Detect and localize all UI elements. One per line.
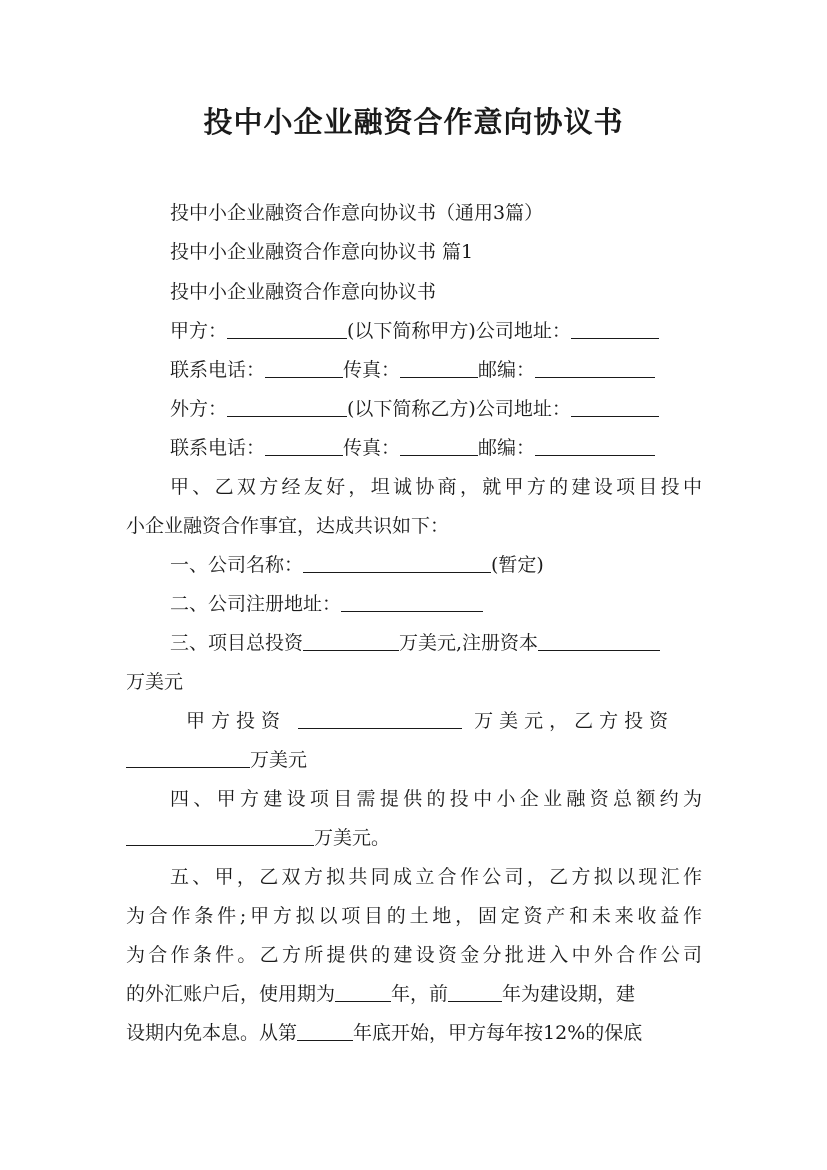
blank-field — [335, 983, 391, 1002]
subtitle-line: 投中小企业融资合作意向协议书（通用3篇） — [170, 202, 544, 224]
clause-text: 万美元 — [250, 749, 308, 771]
blank-field — [298, 710, 462, 729]
clause-cooperation-line — [126, 1020, 702, 1046]
party-a-investment-label: 甲方投资 — [186, 710, 287, 732]
postcode-label: 邮编： — [478, 437, 536, 459]
blank-field — [126, 749, 250, 768]
fax-label: 传真： — [343, 359, 401, 381]
clause-text: 年，前 — [391, 983, 449, 1005]
party-a-label: 甲方： — [170, 320, 228, 342]
clause-continuation — [126, 825, 702, 851]
blank-field — [571, 398, 659, 417]
blank-field — [265, 359, 343, 378]
clause-text: 年为建设期，建 — [502, 983, 636, 1005]
phone-label: 联系电话： — [170, 437, 266, 459]
section-heading: 投中小企业融资合作意向协议书 篇1 — [170, 241, 474, 263]
clause-label: 一、公司名称： — [170, 554, 304, 576]
clause-text: 的外汇账户后，使用期为 — [126, 983, 336, 1005]
clause-text: 年底开始，甲方每年按12%的保底 — [353, 1022, 643, 1044]
intro-paragraph-line: 小企业融资合作事宜，达成共识如下： — [126, 515, 450, 537]
party-a-address-label: (以下简称甲方)公司地址： — [347, 320, 571, 342]
party-b-contact-line — [126, 435, 702, 461]
clause-cooperation-line — [126, 981, 702, 1007]
blank-field — [303, 632, 399, 651]
agreement-name-line: 投中小企业融资合作意向协议书 — [170, 281, 437, 303]
blank-field — [535, 437, 655, 456]
party-a-line — [126, 318, 702, 344]
blank-field — [535, 359, 655, 378]
blank-field — [448, 983, 502, 1002]
clause-company-name — [126, 552, 702, 578]
clause-text: 万美元。 — [314, 827, 391, 849]
party-b-label: 外方： — [170, 398, 228, 420]
party-b-investment-label: 万美元，乙方投资 — [474, 710, 675, 732]
blank-field — [265, 437, 343, 456]
clause-label: 二、公司注册地址： — [170, 593, 342, 615]
clause-continuation: 万美元 — [126, 671, 184, 693]
party-b-line — [126, 396, 702, 422]
clause-suffix: (暂定) — [491, 554, 544, 576]
clause-cooperation-line: 为合作条件;甲方拟以项目的土地，固定资产和未来收益作 — [126, 905, 702, 927]
blank-field — [126, 827, 314, 846]
blank-field — [227, 398, 347, 417]
clause-text: 设期内免本息。从第 — [126, 1022, 298, 1044]
clause-label: 三、项目总投资 — [170, 632, 304, 654]
blank-field — [400, 359, 478, 378]
party-a-contact-line — [126, 357, 702, 383]
clause-cooperation-line: 为合作条件。乙方所提供的建设资金分批进入中外合作公司 — [126, 944, 702, 966]
intro-paragraph-line: 甲、乙双方经友好，坦诚协商，就甲方的建设项目投中 — [170, 476, 702, 498]
blank-field — [571, 320, 659, 339]
blank-field — [341, 593, 483, 612]
blank-field — [538, 632, 660, 651]
blank-field — [227, 320, 347, 339]
clause-financing-total: 四、甲方建设项目需提供的投中小企业融资总额约为 — [170, 788, 702, 810]
clause-continuation — [126, 747, 702, 773]
blank-field — [303, 554, 491, 573]
postcode-label: 邮编： — [478, 359, 536, 381]
investment-split-line — [126, 708, 702, 734]
party-b-address-label: (以下简称乙方)公司地址： — [347, 398, 571, 420]
blank-field — [297, 1022, 353, 1041]
document-title: 投中小企业融资合作意向协议书 — [203, 105, 624, 139]
blank-field — [400, 437, 478, 456]
clause-text: 万美元,注册资本 — [399, 632, 539, 654]
clause-cooperation-line: 五、甲，乙双方拟共同成立合作公司，乙方拟以现汇作 — [170, 866, 702, 888]
phone-label: 联系电话： — [170, 359, 266, 381]
clause-total-investment — [126, 630, 702, 656]
fax-label: 传真： — [343, 437, 401, 459]
clause-registered-address — [126, 591, 702, 617]
